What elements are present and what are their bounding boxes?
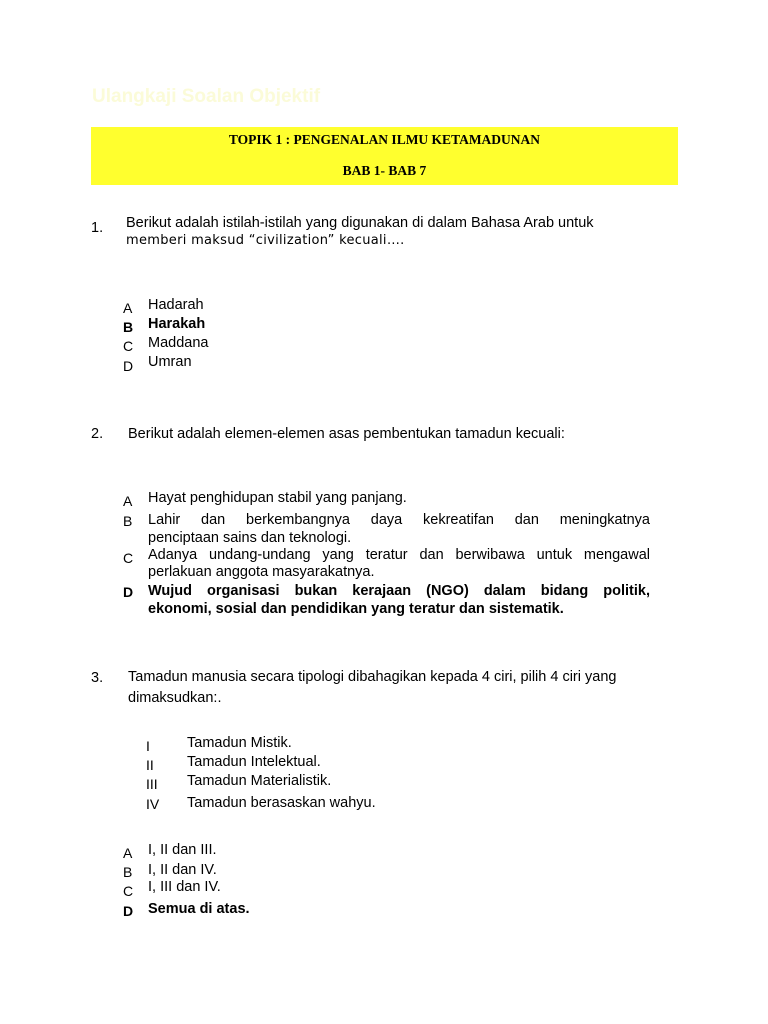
question-3-text-line2: dimaksudkan:. (128, 690, 222, 706)
q2-option-c-letter: C (123, 550, 134, 566)
question-1-text-line2: memberi maksud “civilization” kecuali…. (126, 233, 405, 248)
question-1-number: 1. (91, 220, 104, 236)
q1-option-d-text[interactable]: Umran (148, 354, 192, 370)
q3-option-d-text[interactable]: Semua di atas. (148, 901, 250, 917)
q3-option-b-text[interactable]: I, II dan IV. (148, 862, 217, 878)
chapter-title: BAB 1- BAB 7 (342, 163, 427, 178)
q1-option-d-letter: D (123, 358, 134, 374)
q3-option-d-letter: D (123, 903, 134, 919)
q3-option-c-letter: C (123, 883, 134, 899)
q3-item-i-text: Tamadun Mistik. (187, 735, 292, 751)
question-3-number: 3. (91, 670, 104, 686)
q3-item-iv-numeral: IV (146, 796, 160, 812)
question-3-text-line1: Tamadun manusia secara tipologi dibahagikan kepada 4 ciri, pilih 4 ciri yang (128, 669, 617, 685)
q3-option-b-letter: B (123, 864, 133, 880)
q3-item-ii-text: Tamadun Intelektual. (187, 754, 321, 770)
q1-option-b-text[interactable]: Harakah (148, 316, 206, 332)
question-2-number: 2. (91, 426, 104, 442)
q3-item-ii-numeral: II (146, 757, 154, 773)
topic-title: TOPIK 1 : PENGENALAN ILMU KETAMADUNAN (228, 132, 541, 147)
q3-option-c-text[interactable]: I, III dan IV. (148, 879, 221, 895)
q1-option-a-text[interactable]: Hadarah (148, 297, 204, 313)
q3-item-iii-numeral: III (146, 776, 158, 792)
q1-option-b-letter: B (123, 319, 134, 335)
q1-option-a-letter: A (123, 300, 133, 316)
q2-option-c-text-line2[interactable]: perlakuan anggota masyarakatnya. (148, 564, 375, 580)
q1-option-c-letter: C (123, 338, 134, 354)
question-2-text: Berikut adalah elemen-elemen asas pembentukan tamadun kecuali: (128, 426, 565, 442)
q3-item-iv-text: Tamadun berasaskan wahyu. (187, 795, 376, 811)
topic-banner (91, 127, 678, 185)
q2-option-b-text-line2[interactable]: penciptaan sains dan teknologi. (148, 530, 352, 546)
page-title: Ulangkaji Soalan Objektif (92, 86, 321, 107)
q3-option-a-letter: A (123, 845, 133, 861)
q3-item-i-numeral: I (146, 738, 150, 754)
q2-option-d-text-line1[interactable]: Wujud organisasi bukan kerajaan (NGO) dalam bidang politik, (148, 583, 650, 599)
question-1-text-line1: Berikut adalah istilah-istilah yang digunakan di dalam Bahasa Arab untuk (126, 215, 594, 231)
q2-option-a-letter: A (123, 493, 133, 509)
q2-option-b-text-line1[interactable]: Lahir dan berkembangnya daya kekreatifan dan meningkatnya (148, 512, 650, 528)
q1-option-c-text[interactable]: Maddana (148, 335, 209, 351)
q3-item-iii-text: Tamadun Materialistik. (187, 773, 332, 789)
q2-option-a-text[interactable]: Hayat penghidupan stabil yang panjang. (148, 490, 407, 506)
q3-option-a-text[interactable]: I, II dan III. (148, 842, 217, 858)
q2-option-c-text-line1[interactable]: Adanya undang-undang yang teratur dan berwibawa untuk mengawal (148, 547, 650, 563)
q2-option-d-letter: D (123, 584, 134, 600)
q2-option-d-text-line2[interactable]: ekonomi, sosial dan pendidikan yang teratur dan sistematik. (148, 601, 564, 617)
q2-option-b-letter: B (123, 513, 133, 529)
